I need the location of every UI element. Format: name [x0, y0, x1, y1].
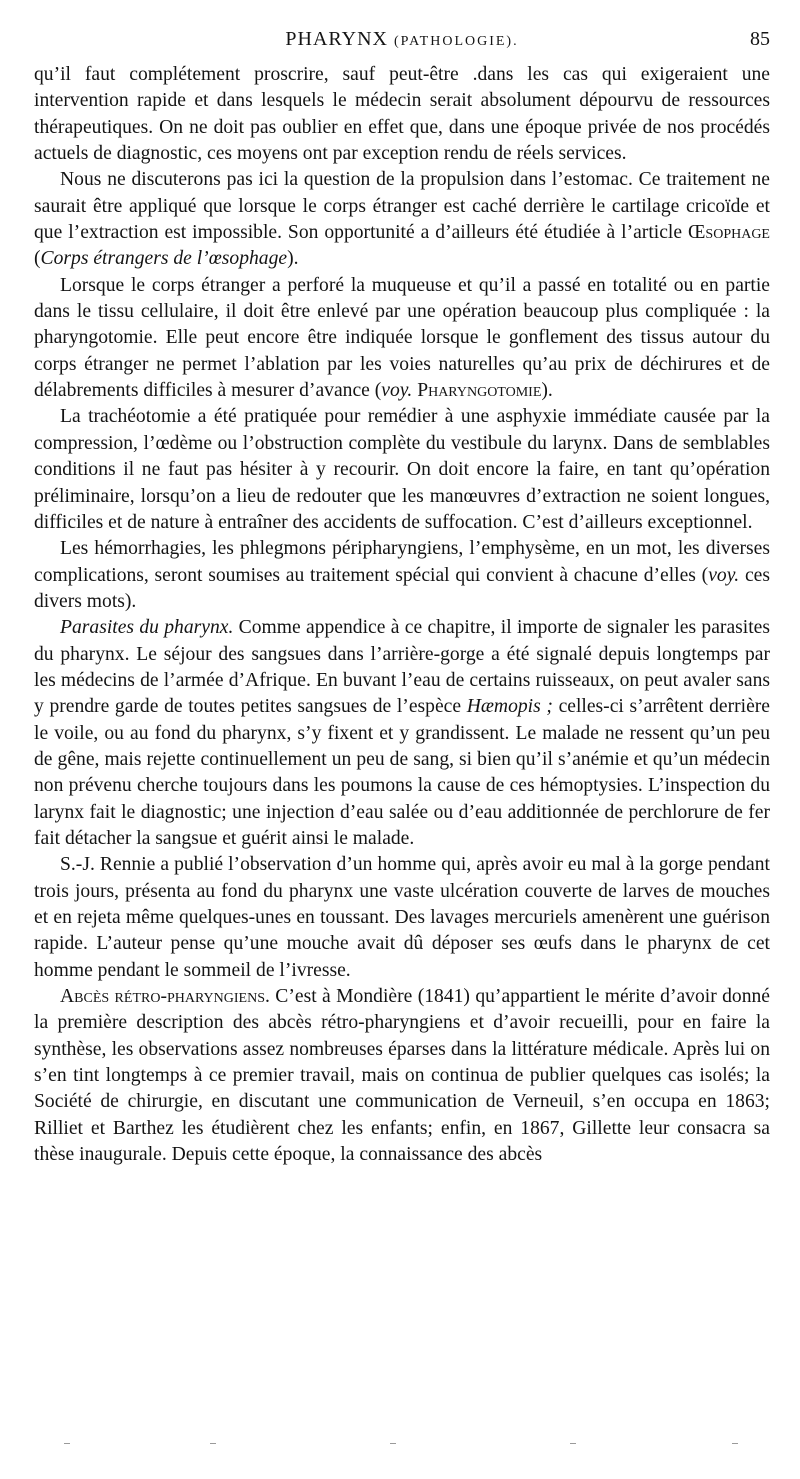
paragraph-text: celles-ci s’arrêtent derrière le voile, ou au fond du pharynx, s’y fixent et y grandissent. Le malade ne ressent qu’un peu de gêne, mais rejette continuellement un peu de sang, si bien qu’il s’anémie et qu’un médecin non prévenu cherche toujours dans les poumons la cause de ces hémoptysies. L’inspection du larynx fait le diagnostic; une injection d’eau salée ou d’eau additionnée de perchlorure de fer fait détacher la sangsue et guérit ainsi le malade.	[34, 696, 770, 849]
scan-mark	[390, 1443, 396, 1444]
scan-mark	[732, 1443, 738, 1444]
running-title	[34, 28, 770, 51]
cross-reference: Pharyngotomie	[417, 380, 542, 402]
paragraph-text: Les hémorrhagies, les phlegmons péripharyngiens, l’emphysème, en un mot, les diverses complications, seront soumises au traitement spécial qui convient à chacune d’elles (	[34, 538, 770, 586]
voy-abbreviation: voy.	[381, 380, 413, 402]
paragraph-text: qu’il faut complétement proscrire, sauf peut-être .dans les cas qui exigeraient une intervention rapide et dans lesquels le médecin serait absolument dépourvu de ressources thérapeutiques. On ne doit pas oublier en effet que, dans une époque privée de nos procédés actuels de diagnostic, ces moyens ont par exception rendu de réels services.	[34, 64, 770, 165]
scan-mark	[64, 1443, 70, 1444]
paragraph	[34, 273, 770, 405]
scan-mark	[210, 1443, 216, 1444]
scan-marks	[60, 1443, 740, 1451]
section-heading: Abcès rétro-pharyngiens.	[60, 986, 270, 1008]
paragraph-text: S.-J. Rennie a publié l’observation d’un homme qui, après avoir eu mal à la gorge pendant trois jours, présenta au fond du pharynx une vaste ulcération couverte de larves de mouches et en rejeta même quelques-unes en toussant. Des lavages mercuriels amenèrent une guérison rapide. L’auteur pense qu’une mouche avait dû déposer ses œufs dans le pharynx de cet homme pendant le sommeil de l’ivresse.	[34, 854, 770, 981]
running-title-sub: (PATHOLOGIE).	[393, 34, 519, 49]
paragraph	[34, 536, 770, 615]
paragraph-text: ).	[541, 380, 553, 402]
italic-reference: Corps étrangers de l’œsophage	[40, 248, 288, 270]
species-name: Hæmopis ;	[466, 696, 553, 718]
paragraph-text: C’est à Mondière (1841) qu’appartient le mérite d’avoir donné la première description des abcès rétro-pharyngiens et d’avoir recueilli, pour en faire la synthèse, les observations assez nombreuses éparses dans la littérature médicale. Après lui on s’en tint longtemps à ce premier travail, mais on continua de publier quelques cas isolés; la Société de chirurgie, en discutant une communication de Verneuil, s’en occupa en 1863; Rilliet et Barthez les étudièrent chez les enfants; enfin, en 1867, Gillette leur consacra sa thèse inaugurale. Depuis cette époque, la connaissance des abcès	[34, 986, 771, 1166]
paragraph	[34, 852, 770, 984]
voy-abbreviation: voy.	[708, 564, 740, 586]
paragraph-text: Lorsque le corps étranger a perforé la muqueuse et qu’il a passé en totalité ou en partie dans le tissu cellulaire, il doit être enlevé par une opération beaucoup plus compliquée : la pharyngotomie. Elle peut encore être indiquée lorsque le gonflement des tissus autour du corps étranger ne permet l’ablation par les voies naturelles qu’au prix de déchirures et de délabrements difficiles à mesurer d’avance (	[34, 274, 770, 402]
cross-reference: Œsophage	[688, 222, 770, 244]
paragraph-text: Comme appendice à ce chapitre, il importe de signaler les parasites du pharynx. Le séjour des sangsues dans l’arrière-gorge a été signalé depuis longtemps par les médecins de l’armée d’Afrique. En buvant l’eau de certains ruisseaux, on peut avaler sans y prendre garde de toutes petites sangsues de l’espèce	[34, 617, 770, 718]
paragraph	[34, 62, 770, 167]
page-number: 85	[750, 28, 770, 50]
paragraph-text: La trachéotomie a été pratiquée pour remédier à une asphyxie immédiate causée par la compression, l’œdème ou l’obstruction complète du vestibule du larynx. Dans de semblables conditions il ne faut pas hésiter à y recourir. On doit encore la faire, en tant qu’opération préliminaire, lorsqu’on a lieu de redouter que les manœuvres d’extraction ne soient longues, difficiles et de nature à entraîner des accidents de suffocation. C’est d’ailleurs exceptionnel.	[34, 406, 770, 533]
running-title-main: PHARYNX	[285, 28, 388, 50]
body-text	[34, 62, 770, 1168]
paragraph-text: ).	[287, 248, 299, 270]
paragraph	[34, 404, 770, 536]
scan-mark	[570, 1443, 576, 1444]
paragraph	[34, 984, 770, 1168]
paragraph	[34, 615, 770, 852]
section-heading: Parasites du pharynx.	[60, 617, 234, 639]
paragraph: Nous ne discuterons pas ici la question de la propulsion dans l’estomac. Ce traitement ne saurait être appliqué que lorsque le corps étranger est caché derrière le cartilage cricoïde et que l’extraction est impossible. Son opportunité a d’ailleurs été étudiée à l’article Œsophage (Corps étrangers de l’œsophage).	[34, 169, 770, 270]
running-header	[34, 28, 770, 58]
paragraph-text: ces divers mots).	[34, 564, 770, 612]
paragraph-text: Nous ne discuterons pas ici la question de la propulsion dans l’estomac. Ce traitement ne saurait être appliqué que lorsque le corps étranger est caché derrière le cartilage cricoïde et que l’extraction est impossible. Son opportunité a d’ailleurs été étudiée à l’article	[34, 169, 770, 244]
